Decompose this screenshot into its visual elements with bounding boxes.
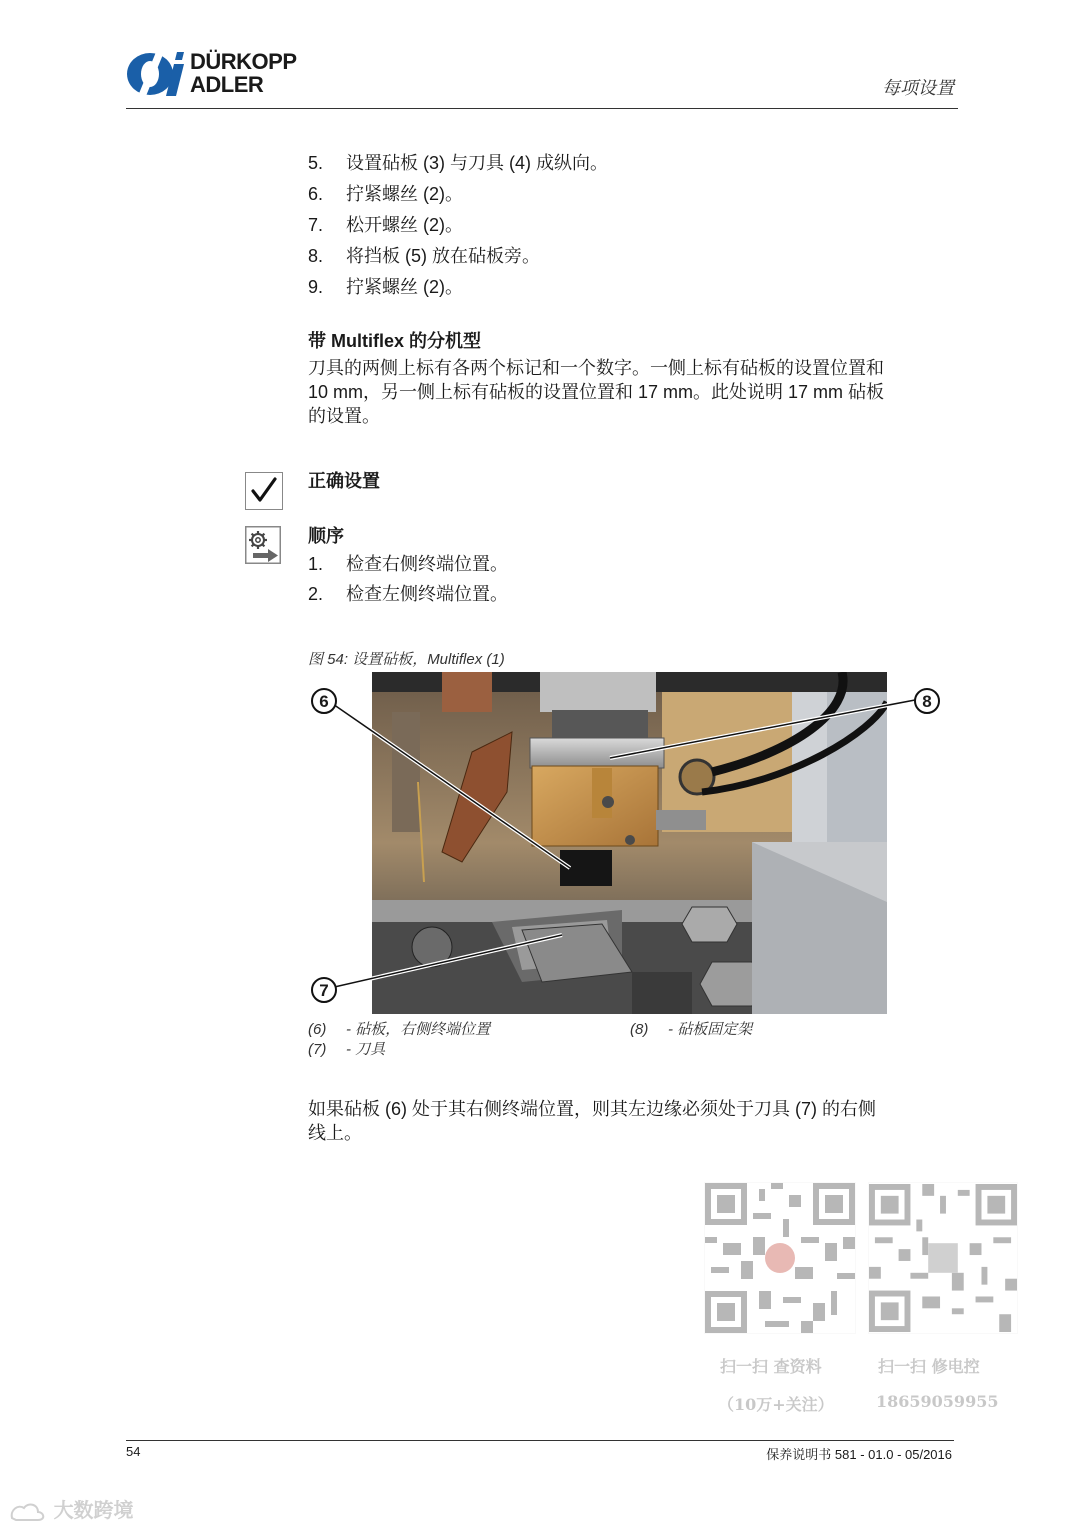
legend-number: (8)	[630, 1021, 649, 1038]
paragraph-line: 刀具的两侧上标有各两个标记和一个数字。一侧上标有砧板的设置位置和	[308, 358, 884, 378]
step-number: 8.	[308, 246, 324, 266]
qr-left-line2: （10万+关注）	[718, 1395, 834, 1414]
step-item	[308, 152, 608, 174]
callout-7: 7	[311, 977, 337, 1003]
sequence-step	[308, 553, 508, 575]
callout-8: 8	[914, 688, 940, 714]
checkmark-icon	[245, 472, 283, 510]
step-item	[308, 276, 463, 298]
brand-line1: DÜRKOPP	[190, 49, 297, 74]
legend-item	[630, 1018, 752, 1039]
step-text: 设置砧板 (3) 与刀具 (4) 成纵向。	[346, 153, 609, 173]
step-number: 2.	[308, 584, 324, 604]
legend-number: (7)	[308, 1041, 327, 1058]
step-number: 5.	[308, 153, 324, 173]
step-text: 拧紧螺丝 (2)。	[346, 184, 463, 204]
paragraph-line: 线上。	[308, 1123, 362, 1143]
multiflex-paragraph	[308, 356, 948, 428]
step-text: 拧紧螺丝 (2)。	[346, 277, 463, 297]
qr-right-line2: 18659059955	[876, 1392, 999, 1411]
duerkopp-adler-logo-icon	[126, 52, 184, 96]
qr-right-line1: 扫一扫 修电控	[878, 1357, 980, 1376]
legend-text: - 刀具	[346, 1041, 386, 1058]
callout-6: 6	[311, 688, 337, 714]
step-text: 将挡板 (5) 放在砧板旁。	[346, 246, 541, 266]
figure-caption: 图 54: 设置砧板，Multiflex (1)	[308, 651, 505, 668]
legend-item	[308, 1018, 490, 1039]
step-number: 7.	[308, 215, 324, 235]
watermark-logo-icon	[8, 1500, 48, 1524]
qr-code-icon	[704, 1182, 856, 1334]
qr-code-icon	[868, 1182, 1018, 1334]
callout-lines	[300, 680, 960, 1020]
page-number: 54	[126, 1444, 141, 1459]
step-number: 9.	[308, 277, 324, 297]
correct-setting-heading: 正确设置	[308, 471, 380, 491]
brand-line2: ADLER	[190, 72, 264, 97]
sequence-step	[308, 583, 508, 605]
note-paragraph	[308, 1097, 948, 1145]
section-title: 每项设置	[882, 78, 954, 98]
legend-text: - 砧板固定架	[668, 1021, 753, 1038]
legend-text: - 砧板，右侧终端位置	[346, 1021, 491, 1038]
multiflex-heading: 带 Multiflex 的分机型	[308, 331, 482, 351]
watermark-text: 大数跨境	[53, 1500, 134, 1522]
sequence-heading: 顺序	[308, 526, 344, 546]
step-number: 6.	[308, 184, 324, 204]
step-item	[308, 245, 540, 267]
header-divider	[126, 108, 958, 109]
step-item	[308, 214, 463, 236]
paragraph-line: 的设置。	[308, 406, 380, 426]
document-reference: 保养说明书 581 - 01.0 - 05/2016	[766, 1447, 952, 1462]
step-text: 检查右侧终端位置。	[346, 554, 508, 574]
step-number: 1.	[308, 554, 324, 574]
watermark	[8, 1494, 134, 1524]
paragraph-line: 10 mm，另一侧上标有砧板的设置位置和 17 mm。此处说明 17 mm 砧板	[308, 382, 885, 402]
gear-arrow-icon	[245, 526, 281, 564]
step-item	[308, 183, 463, 205]
legend-number: (6)	[308, 1021, 327, 1038]
qr-left-line1: 扫一扫 查资料	[720, 1357, 822, 1376]
brand-logo	[126, 50, 326, 100]
paragraph-line: 如果砧板 (6) 处于其右侧终端位置，则其左边缘必须处于刀具 (7) 的右侧	[308, 1099, 876, 1119]
step-text: 松开螺丝 (2)。	[346, 215, 463, 235]
legend-item	[308, 1038, 385, 1059]
step-text: 检查左侧终端位置。	[346, 584, 508, 604]
footer-divider	[126, 1440, 954, 1441]
